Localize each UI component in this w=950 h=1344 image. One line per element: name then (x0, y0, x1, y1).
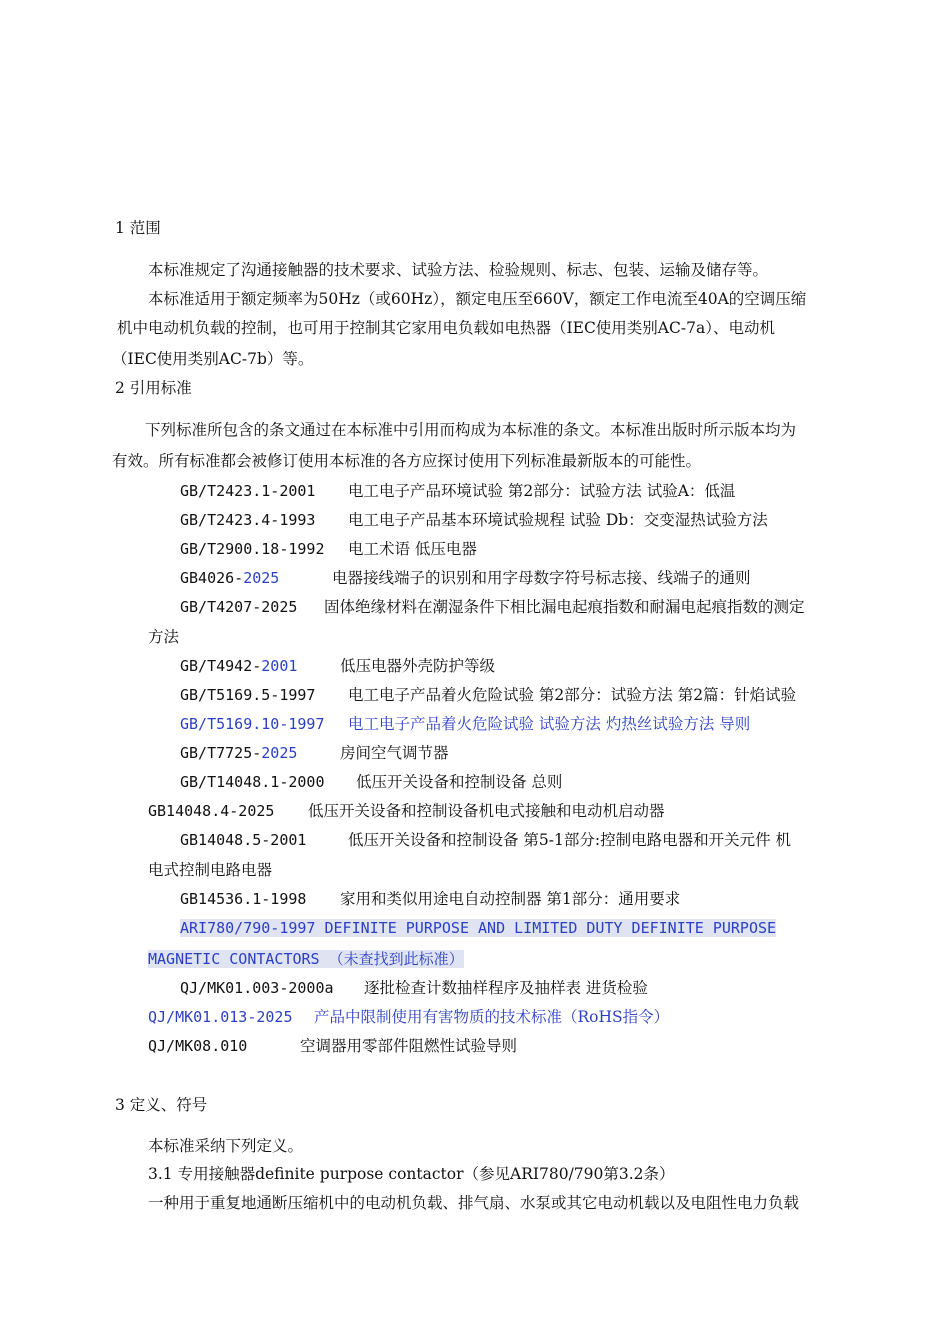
ref-code: GB/T14048.1-2000 (180, 773, 325, 791)
ref-code: QJ/MK01.003-2000a (180, 979, 334, 997)
ref-title: 低压电器外壳防护等级 (340, 657, 496, 675)
ref-line-highlighted: MAGNETIC CONTACTORS （未查找到此标准） (148, 950, 464, 968)
ref-code: GB/T5169.5-1997 (180, 686, 316, 704)
section-3-heading: 3 定义、符号 (115, 1096, 208, 1114)
ref-line-highlighted: ARI780/790-1997 DEFINITE PURPOSE AND LIMITED DUTY DEFINITE PURPOSE (180, 919, 777, 937)
ref-title: 电工电子产品环境试验 第2部分：试验方法 试验A：低温 (348, 482, 736, 500)
ref-title: 电工电子产品着火危险试验 试验方法 灼热丝试验方法 导则 (348, 715, 751, 733)
section-2-heading: 2 引用标准 (115, 379, 192, 397)
ref-title: 低压开关设备和控制设备 第5-1部分:控制电路电器和开关元件 机 (348, 831, 792, 849)
ref-title: 低压开关设备和控制设备 总则 (356, 773, 563, 791)
ref-code: GB/T2423.4-1993 (180, 511, 316, 529)
ref-code: GB14048.5-2001 (180, 831, 307, 849)
ref-code: GB/T4207-2025 (180, 598, 298, 616)
ref-code: GB4026-2025 (180, 569, 280, 587)
paragraph: 下列标准所包含的条文通过在本标准中引用而构成为本标准的条文。本标准出版时所示版本均为 (145, 421, 797, 439)
ref-title: 电工电子产品着火危险试验 第2部分：试验方法 第2篇：针焰试验 (348, 686, 797, 704)
ref-code: QJ/MK08.010 (148, 1037, 248, 1055)
ref-title: 固体绝缘材料在潮湿条件下相比漏电起痕指数和耐漏电起痕指数的测定 (324, 598, 805, 616)
ref-code: GB14048.4-2025 (148, 802, 275, 820)
ref-title: 房间空气调节器 (340, 744, 449, 762)
ref-code: GB/T7725-2025 (180, 744, 298, 762)
ref-title-continued: 电式控制电路电器 (148, 861, 273, 879)
ref-title: 低压开关设备和控制设备机电式接触和电动机启动器 (308, 802, 665, 820)
paragraph: 机中电动机负载的控制，也可用于控制其它家用电负载如电热器（IEC使用类别AC-7a）、电动机 (117, 319, 775, 337)
ref-code: GB/T4942-2001 (180, 657, 298, 675)
ref-title: 电工电子产品基本环境试验规程 试验 Db：交变湿热试验方法 (348, 511, 768, 529)
ref-title: 产品中限制使用有害物质的技术标准（RoHS指令） (314, 1008, 670, 1026)
paragraph: 本标准适用于额定频率为50Hz（或60Hz），额定电压至660V，额定工作电流至40A的空调压缩 (148, 290, 807, 308)
ref-code: GB/T5169.10-1997 (180, 715, 325, 733)
ref-code: QJ/MK01.013-2025 (148, 1008, 293, 1026)
ref-code: GB/T2900.18-1992 (180, 540, 325, 558)
paragraph: 有效。所有标准都会被修订使用本标准的各方应探讨使用下列标准最新版本的可能性。 (112, 452, 702, 470)
ref-title: 家用和类似用途电自动控制器 第1部分：通用要求 (340, 890, 681, 908)
section-1-heading: 1 范围 (115, 219, 161, 237)
paragraph: 本标准采纳下列定义。 (148, 1137, 304, 1155)
ref-code: GB14536.1-1998 (180, 890, 307, 908)
paragraph: 本标准规定了沟通接触器的技术要求、试验方法、检验规则、标志、包装、运输及储存等。 (148, 261, 769, 279)
ref-title: 空调器用零部件阻燃性试验导则 (300, 1037, 518, 1055)
ref-title: 电工术语 低压电器 (348, 540, 477, 558)
ref-title: 逐批检查计数抽样程序及抽样表 进货检验 (364, 979, 648, 997)
paragraph: （IEC使用类别AC-7b）等。 (112, 350, 314, 368)
definition-text: 一种用于重复地通断压缩机中的电动机负载、排气扇、水泵或其它电动机载以及电阻性电力负载 (148, 1194, 800, 1212)
ref-title-continued: 方法 (148, 628, 180, 646)
ref-title: 电器接线端子的识别和用字母数字符号标志接、线端子的通则 (332, 569, 751, 587)
definition-title: 3.1 专用接触器definite purpose contactor（参见ARI780/790第3.2条） (148, 1165, 675, 1183)
ref-code: GB/T2423.1-2001 (180, 482, 316, 500)
